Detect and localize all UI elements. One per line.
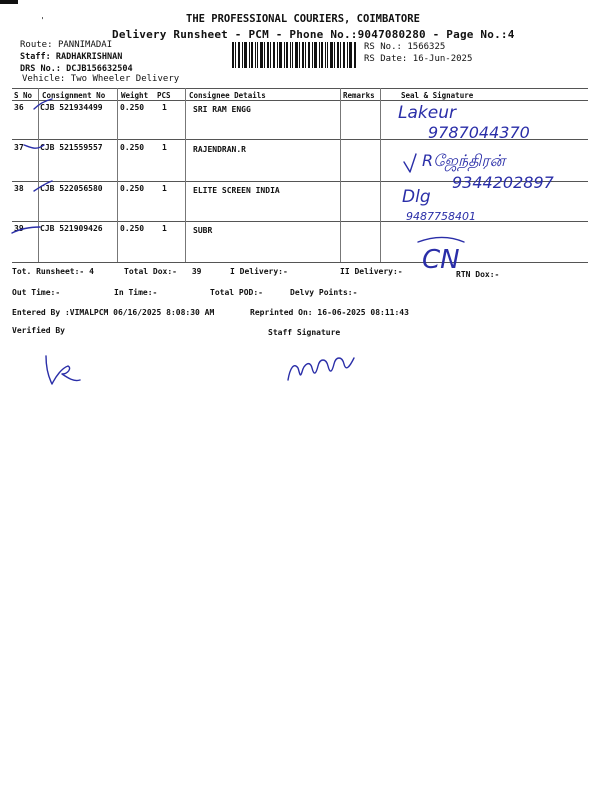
row-sno: 39	[14, 224, 24, 233]
total-pod-label: Total POD:-	[210, 288, 263, 297]
out-time-label: Out Time:-	[12, 288, 61, 297]
in-time-label: In Time:-	[114, 288, 158, 297]
row-sno: 36	[14, 103, 24, 112]
i-delivery-label: I Delivery:-	[230, 267, 288, 276]
col-pcs-header: PCS	[157, 91, 171, 100]
route-line	[20, 40, 112, 50]
tot-runsheet-label: Tot. Runsheet:-	[12, 267, 85, 276]
staff-line	[20, 52, 122, 62]
row-pcs: 1	[162, 103, 167, 112]
total-dox	[124, 267, 201, 276]
row-pcs: 1	[162, 224, 167, 233]
handwritten-ticks	[0, 95, 60, 285]
col-consignment-header: Consignment No	[42, 91, 106, 100]
reprinted-on: Reprinted On: 16-06-2025 08:11:43	[250, 308, 409, 317]
row38-handwritten-phone: 9487758401	[406, 210, 476, 223]
barcode	[232, 42, 356, 68]
row37-handwritten-name: Rஜேந்திரன்	[422, 151, 505, 170]
runsheet-subtitle: Delivery Runsheet - PCM - Phone No.:9047080280 - Page No.:4	[112, 28, 515, 41]
drs-line	[20, 64, 133, 74]
row37-handwritten-phone: 9344202897	[452, 173, 554, 190]
row-sno: 37	[14, 143, 24, 152]
col-sno-header: S No	[14, 91, 33, 100]
row-weight: 0.250	[120, 103, 145, 112]
row36-handwritten-name: Lakeur	[398, 103, 456, 123]
row-weight: 0.250	[120, 184, 145, 193]
company-title: THE PROFESSIONAL COURIERS, COIMBATORE	[186, 13, 420, 25]
row-consignment: CJB 521909426	[40, 224, 103, 233]
verified-by: Verified By	[12, 326, 65, 335]
scan-corner-mark	[0, 0, 18, 4]
row-consignee: RAJENDRAN.R	[193, 145, 246, 154]
tot-runsheet-value: 4	[89, 267, 94, 276]
row-weight: 0.250	[120, 224, 145, 233]
row36-handwritten-phone: 9787044370	[428, 123, 530, 142]
total-dox-label: Total Dox:-	[124, 267, 177, 276]
col-weight-header: Weight	[121, 91, 149, 100]
rs-no-value: 1566325	[407, 42, 446, 52]
row-pcs: 1	[162, 184, 167, 193]
col-consignee-header: Consignee Details	[189, 91, 266, 100]
staff-signature-label: Staff Signature	[268, 328, 341, 337]
rs-date-value: 16-Jun-2025	[412, 54, 473, 64]
col-remarks-header: Remarks	[343, 91, 375, 100]
row-consignee: SRI RAM ENGG	[193, 105, 251, 114]
row-consignee: ELITE SCREEN INDIA	[193, 186, 280, 195]
total-dox-value: 39	[191, 267, 202, 276]
drs-value: DCJB156632504	[66, 64, 133, 74]
staff-value: RADHAKRISHNAN	[55, 52, 123, 62]
row-consignment: CJB 521559557	[40, 143, 103, 152]
row39-handwritten-mark: CN	[422, 245, 460, 275]
row-pcs: 1	[162, 143, 167, 152]
seal-signature-row38	[396, 182, 516, 224]
drs-label: DRS No.:	[20, 64, 61, 74]
row38-handwritten-name: Dlg	[402, 187, 431, 207]
seal-signature-row36	[392, 96, 588, 142]
totals-line	[12, 267, 94, 276]
rs-no-line	[364, 42, 445, 52]
rs-date-label: RS Date:	[364, 54, 408, 64]
vehicle-line	[22, 74, 179, 84]
row-consignment: CJB 522056580	[40, 184, 103, 193]
staff-label: Staff:	[20, 52, 51, 62]
delvy-points-label: Delvy Points:-	[290, 288, 358, 297]
entered-by: Entered By :VIMALPCM 06/16/2025 8:08:30 AM	[12, 308, 215, 317]
row-weight: 0.250	[120, 143, 145, 152]
verified-by-signature	[38, 350, 88, 390]
col-seal-header: Seal & Signature	[401, 91, 474, 100]
vehicle-value: Two Wheeler Delivery	[70, 74, 180, 84]
rs-no-label: RS No.:	[364, 42, 402, 52]
rtn-dox-label: RTN Dox:-	[456, 270, 500, 279]
row-consignment: CJB 521934499	[40, 103, 103, 112]
ii-delivery-label: II Delivery:-	[340, 267, 403, 276]
vehicle-label: Vehicle:	[22, 74, 66, 84]
row-sno: 38	[14, 184, 24, 193]
scan-dot: '	[40, 16, 45, 25]
route-label: Route:	[20, 40, 53, 50]
staff-handwritten-signature	[284, 346, 360, 386]
route-value: PANNIMADAI	[57, 40, 113, 50]
rs-date-line	[364, 54, 472, 64]
row-consignee: SUBR	[193, 226, 213, 235]
